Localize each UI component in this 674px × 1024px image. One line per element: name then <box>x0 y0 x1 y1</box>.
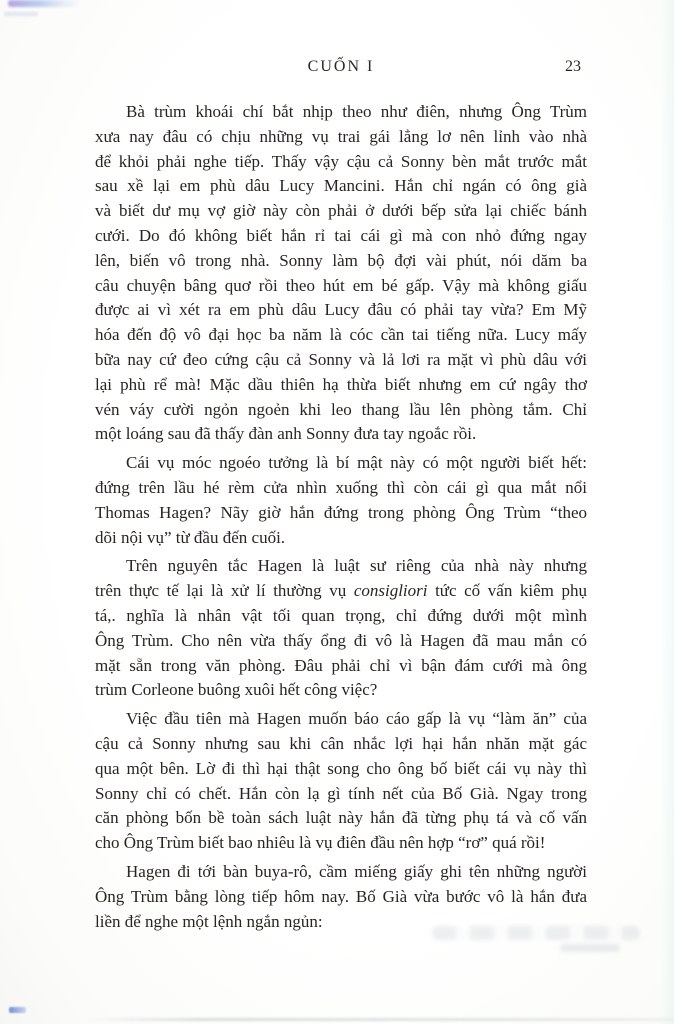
text-line: sau xề lại em phù dâu Lucy Mancini. Hắn chỉ ngán có ông già <box>95 176 587 196</box>
text-line: trùm Corleone buông xuôi hết công việc? <box>95 680 378 700</box>
text-line: cậu cả Sonny nhưng sau khi cân nhắc lợi hại hắn nhăn mặt gác <box>95 733 587 753</box>
text-line: dõi nội vụ” từ đầu đến cuối. <box>95 527 286 547</box>
text-line: được ai vì xét ra em phù dâu Lucy đâu có phải tay vừa? Em Mỹ <box>95 300 587 320</box>
text-line: Hagen đi tới bàn buya-rô, cầm miếng giấy ghi tên những người <box>126 861 587 881</box>
running-head <box>95 58 587 80</box>
text-line: liền để nghe một lệnh ngắn ngủn: <box>95 911 323 931</box>
text-line: Cái vụ móc ngoéo tưởng là bí mật này có một người biết hết: <box>126 453 587 473</box>
scan-mark-bottom-left <box>9 1007 26 1013</box>
text-line: và biết dư mụ vợ giờ này còn phải ở dưới bếp sửa lại chiếc bánh <box>95 201 587 221</box>
text-line: lại phù rể mà! Mặc dầu thiên hạ thừa biết nhưng em cứ ngây thơ <box>95 374 587 394</box>
text-line: tá,. nghĩa là nhân vật tối quan trọng, chỉ đứng dưới một mình <box>95 605 587 625</box>
text-line: mặt sẵn trong văn phòng. Đâu phải chỉ vì bận đám cưới mà ông <box>95 655 587 675</box>
text-line: đứng trên lầu hé rèm cửa nhìn xuống thì còn cái gì qua mắt nổi <box>95 477 587 497</box>
text-block <box>95 100 587 934</box>
section-title: CUỐN I <box>307 58 375 75</box>
text-line: xưa nay đâu có chịu những vụ trai gái lẳng lơ nên lỉnh vào nhà <box>95 126 587 146</box>
text-line: qua một bên. Lờ đi thì hại thật song cho ông bố biết cái vụ này thì <box>95 758 587 778</box>
bleed-through-artifact-secondary <box>560 944 620 952</box>
text-line: cho Ông Trùm biết bao nhiêu là vụ điên đầu nên hợp “rơ” quá rồi! <box>95 833 546 853</box>
text-line: căn phòng bốn bề toàn sách luật này hắn đã từng phụ tá và cố vấn <box>95 808 587 828</box>
text-line: trên thực tế lại là xử lí thường vụ consigliori tức cố vấn kiêm phụ <box>95 581 587 601</box>
scan-line-bottom-edge <box>84 1018 674 1021</box>
text-line: câu chuyện bâng quơ rồi theo hút em bé gấp. Vậy mà không giấu <box>95 275 587 295</box>
scan-smudge-top-left <box>8 0 80 7</box>
text-line: Sonny chỉ có chết. Hắn còn lạ gì tính nết của Bố Già. Ngay trong <box>95 783 587 803</box>
text-line: Việc đầu tiên mà Hagen muốn báo cáo gấp là vụ “làm ăn” của <box>126 709 587 729</box>
page-number: 23 <box>565 58 581 75</box>
paragraph <box>95 707 587 856</box>
scan-smudge-top-left-secondary <box>4 12 38 16</box>
text-line: Ông Trùm bằng lòng tiếp hôm nay. Bố Già vừa bước vô là hắn đưa <box>95 886 587 906</box>
text-line: bữa nay cứ đeo cứng cậu cả Sonny và lả lơi ra mặt vì phù dâu với <box>95 349 587 369</box>
text-line: Ông Trùm. Cho nên vừa thấy ổng đi vô là Hagen đã mau mắn có <box>95 630 587 650</box>
text-line: vén váy cười ngỏn ngoẻn khi leo thang lầu lên phòng tắm. Chỉ <box>95 399 587 419</box>
text-line: Bà trùm khoái chí bắt nhịp theo như điên, nhưng Ông Trùm <box>126 102 587 121</box>
paragraph <box>95 451 587 550</box>
paragraph <box>95 860 587 934</box>
text-line: để khỏi phải nghe tiếp. Thấy vậy cậu cả Sonny bèn mắt trước mắt <box>95 151 587 171</box>
paragraph <box>95 554 587 703</box>
text-line: hóa đến độ vô đại học ba năm là cóc cần tai tiếng nữa. Lucy mấy <box>95 325 587 345</box>
text-line: một loáng sau đã thấy đàn anh Sonny đưa tay ngoắc rồi. <box>95 424 477 444</box>
paragraph <box>95 100 587 447</box>
text-line: lên, biến vô trong nhà. Sonny làm bộ đợi vài phút, nói dăm ba <box>95 250 587 270</box>
text-line: cưới. Do đó không biết hắn rỉ tai cái gì mà con nhỏ đứng ngay <box>95 225 587 245</box>
scan-edge-tint-right <box>660 0 674 1024</box>
text-line: Thomas Hagen? Nãy giờ hắn đứng trong phòng Ông Trùm “theo <box>95 502 587 522</box>
text-line: Trên nguyên tắc Hagen là luật sư riêng của nhà này nhưng <box>126 556 587 576</box>
